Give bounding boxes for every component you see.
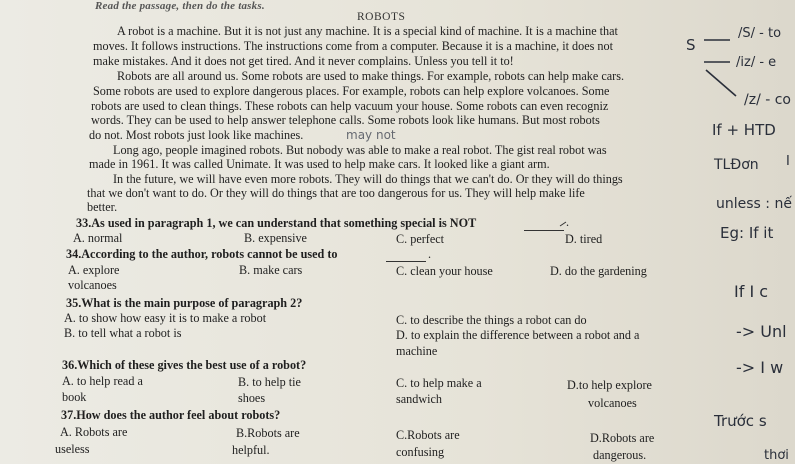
- option-a-cont: book: [62, 390, 87, 404]
- option-b-cont: shoes: [238, 391, 266, 405]
- option-d-cont: volcanoes: [588, 396, 637, 410]
- passage-line: In the future, we will have even more robots. They will do things that we can't do. Or they will do things: [113, 172, 623, 186]
- handwritten-note: S: [686, 36, 696, 54]
- option-d: D. do the gardening: [550, 264, 647, 278]
- passage-line: words. They can be used to help answer telephone calls. Some robots look like humans. But most robots: [91, 113, 600, 127]
- passage-line: better.: [87, 200, 118, 214]
- option-a: A. normal: [73, 231, 123, 245]
- handwritten-note: /S/ - to: [738, 26, 782, 41]
- option-d: D. tired: [565, 232, 603, 246]
- passage-line: do not. Most robots just look like machines.: [89, 128, 304, 142]
- option-d: D.Robots are: [590, 431, 655, 445]
- option-a: A. explore: [68, 263, 120, 277]
- option-a: A. to show how easy it is to make a robot: [64, 311, 267, 325]
- option-c: C. perfect: [396, 232, 445, 246]
- handwritten-note: Trước s: [714, 412, 767, 430]
- pen-stroke: [706, 70, 736, 96]
- option-d-cont: machine: [396, 344, 438, 358]
- option-d: D.to help explore: [567, 378, 652, 392]
- option-d: D. to explain the difference between a robot and a: [396, 328, 640, 342]
- pen-stroke: [560, 222, 566, 226]
- handwritten-note: thơi: [764, 448, 789, 463]
- passage-title: ROBOTS: [357, 11, 406, 23]
- handwritten-note: /z/ - co: [744, 92, 791, 108]
- passage-line: A robot is a machine. But it is not just any machine. It is a special kind of machine. It is a machine that: [117, 24, 618, 38]
- handwritten-note: -> I w: [736, 358, 784, 377]
- instruction-header: Read the passage, then do the tasks.: [95, 0, 265, 12]
- question-end: .: [566, 215, 570, 229]
- question-37-stem: 37.How does the author feel about robots?: [61, 408, 281, 422]
- option-b-cont: helpful.: [232, 443, 270, 457]
- passage-line: Robots are all around us. Some robots are used to make things. For example, robots can help make cars.: [117, 69, 625, 83]
- option-a-cont: useless: [55, 442, 90, 456]
- handwritten-note: Eg: If it: [720, 224, 774, 242]
- passage-line: moves. It follows instructions. The instructions come from a computer. Because it is a machine, it does not: [93, 39, 614, 53]
- question-33-stem: 33.As used in paragraph 1, we can understand that something special is NOT: [76, 216, 477, 230]
- option-b: B. make cars: [239, 263, 303, 277]
- passage-line: made in 1961. It was called Unimate. It was used to help make cars. It looked like a giant arm.: [89, 157, 550, 171]
- question-end: .: [428, 247, 432, 261]
- passage-line: make mistakes. And it does not get tired. And it never complains. Unless you tell it to!: [93, 54, 514, 68]
- option-b: B.Robots are: [236, 426, 300, 440]
- handwritten-note: /iz/ - e: [736, 55, 777, 70]
- passage-line: robots are used to clean things. These robots can help vacuum your house. Some robots can even recogniz: [91, 99, 609, 113]
- passage-line: Some robots are used to explore dangerous places. For example, robots can help explore volcanoes. Some: [93, 84, 610, 98]
- handwritten-note: I: [786, 154, 790, 169]
- passage-line: that we don't want to do. Or they will do things that are too dangerous for us. They will help make life: [87, 186, 585, 200]
- option-b: B. expensive: [244, 231, 307, 245]
- option-c: C. clean your house: [396, 264, 493, 278]
- question-34-stem: 34.According to the author, robots cannot be used to: [66, 247, 338, 261]
- option-c-cont: sandwich: [396, 392, 443, 406]
- option-c-cont: confusing: [396, 445, 445, 459]
- handwritten-inline-note: may not: [346, 128, 396, 142]
- option-c: C. to help make a: [396, 376, 482, 390]
- option-a: A. Robots are: [60, 425, 128, 439]
- option-b: B. to help tie: [238, 375, 301, 389]
- handwritten-note: If I c: [734, 282, 769, 301]
- question-35-stem: 35.What is the main purpose of paragraph 2?: [66, 296, 303, 310]
- handwritten-note: -> Unl: [736, 322, 787, 341]
- handwritten-note: TLĐơn: [714, 157, 759, 173]
- passage-line: Long ago, people imagined robots. But nobody was able to make a real robot. The gist real robot was: [113, 143, 607, 157]
- handwritten-note: unless : nế: [716, 196, 792, 212]
- option-c: C. to describe the things a robot can do: [396, 313, 587, 327]
- handwritten-note: If + HTD: [712, 121, 776, 139]
- question-36-stem: 36.Which of these gives the best use of a robot?: [62, 358, 307, 372]
- option-a-cont: volcanoes: [68, 278, 117, 292]
- option-b: B. to tell what a robot is: [64, 326, 182, 340]
- option-c: C.Robots are: [396, 428, 460, 442]
- option-a: A. to help read a: [62, 374, 143, 388]
- option-d-cont: dangerous.: [593, 448, 647, 462]
